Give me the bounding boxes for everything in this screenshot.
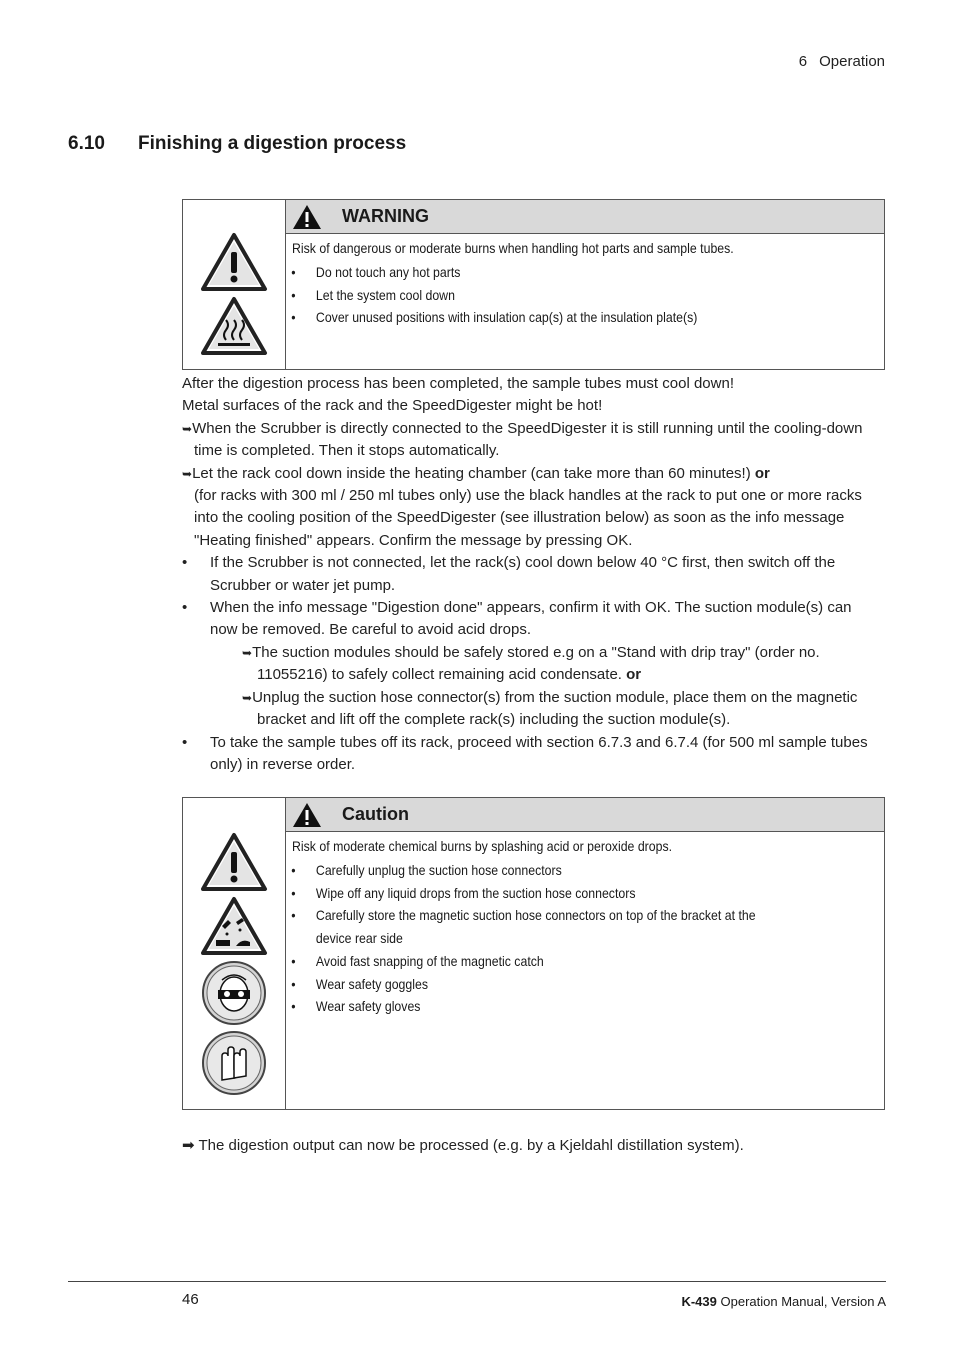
- manual-title: [681, 1294, 886, 1309]
- warning-header: [286, 200, 884, 234]
- list-item: • Let the system cool down: [286, 284, 812, 307]
- caution-label: Caution: [342, 804, 409, 824]
- footer-divider: [68, 1281, 886, 1282]
- warning-box: [182, 199, 885, 370]
- list-item: • Carefully store the magnetic suction hose connectors on top of the bracket at the device rear side: [286, 904, 812, 949]
- hot-surface-icon: [200, 296, 268, 356]
- gloves-icon: [200, 1030, 268, 1096]
- general-warning-icon: [200, 832, 268, 892]
- list-item: • Cover unused positions with insulation cap(s) at the insulation plate(s): [286, 306, 812, 329]
- list-item: • Carefully unplug the suction hose connectors: [286, 859, 812, 882]
- warning-lead: Risk of dangerous or moderate burns when handling hot parts and sample tubes.: [292, 240, 734, 256]
- section-number: 6.10: [68, 133, 105, 154]
- step-arrow-icon: ➥: [182, 466, 193, 481]
- paragraph: Metal surfaces of the rack and the SpeedDigester might be hot!: [182, 397, 603, 415]
- sub-step: ➥Unplug the suction hose connector(s) from the suction module, place them on the magnetic bracket and lift off the complete rack(s) including the suction module(s).: [242, 688, 858, 729]
- caution-list: [286, 859, 884, 1018]
- list-item: • Do not touch any hot parts: [286, 261, 812, 284]
- warning-triangle-icon: [292, 204, 322, 230]
- body-text: [182, 373, 882, 776]
- list-item: • Avoid fast snapping of the magnetic catch: [286, 950, 812, 973]
- list-item: • Wipe off any liquid drops from the suction hose connectors: [286, 882, 812, 905]
- step-arrow-icon: ➥: [182, 421, 193, 436]
- action-step: ➥When the Scrubber is directly connected to the SpeedDigester it is still running until the cooling-down time is completed. Then it stops automatically.: [182, 419, 863, 460]
- result-text: The digestion output can now be processed (e.g. by a Kjeldahl distillation system).: [198, 1137, 744, 1154]
- result-line: [182, 1136, 744, 1154]
- warning-icons: [183, 200, 286, 369]
- section-title: Finishing a digestion process: [138, 133, 407, 154]
- action-step: ➥Let the rack cool down inside the heating chamber (can take more than 60 minutes!) or (for racks with 300 ml / 250 ml tubes only) use the black handles at the rack to put one or more racks into the cooling position of the SpeedDigester (see illustration below) as soon as the info message "Heating finished" appears. Confirm the message by pressing OK.: [182, 464, 862, 549]
- caution-header: [286, 798, 884, 832]
- bullet-item: • If the Scrubber is not connected, let the rack(s) cool down below 40 °C first, then switch off the Scrubber or water jet pump.: [182, 552, 882, 597]
- running-header: [787, 53, 885, 70]
- section-heading: [68, 133, 406, 155]
- sub-step: ➥The suction modules should be safely stored e.g on a "Stand with drip tray" (order no. 11055216) to safely collect remaining acid condensate. or: [242, 643, 820, 684]
- page-number: 46: [182, 1291, 199, 1308]
- caution-icons: [183, 798, 286, 1109]
- step-arrow-icon: ➥: [242, 690, 253, 705]
- chapter-title: Operation: [819, 53, 885, 70]
- bullet-item: • To take the sample tubes off its rack, proceed with section 6.7.3 and 6.7.4 (for 500 ml sample tubes only) in reverse order.: [182, 732, 882, 777]
- step-arrow-icon: ➥: [242, 645, 253, 660]
- bullet-item: • When the info message "Digestion done" appears, confirm it with OK. The suction module(s) can now be removed. Be careful to avoid acid drops.: [182, 597, 882, 642]
- paragraph: After the digestion process has been completed, the sample tubes must cool down!: [182, 375, 734, 392]
- list-item: • Wear safety goggles: [286, 973, 812, 996]
- model-name: K-439: [681, 1294, 717, 1309]
- warning-triangle-icon: [292, 802, 322, 828]
- manual-version: Operation Manual, Version A: [716, 1294, 886, 1309]
- warning-list: [286, 261, 884, 329]
- goggles-icon: [200, 960, 268, 1026]
- caution-box: [182, 797, 885, 1110]
- result-arrow-icon: ➡: [182, 1137, 195, 1154]
- chapter-number: 6: [798, 53, 808, 70]
- general-warning-icon: [200, 232, 268, 292]
- warning-label: WARNING: [342, 206, 429, 226]
- caution-lead: Risk of moderate chemical burns by splashing acid or peroxide drops.: [292, 838, 673, 854]
- corrosive-icon: [200, 896, 268, 956]
- list-item: • Wear safety gloves: [286, 995, 812, 1018]
